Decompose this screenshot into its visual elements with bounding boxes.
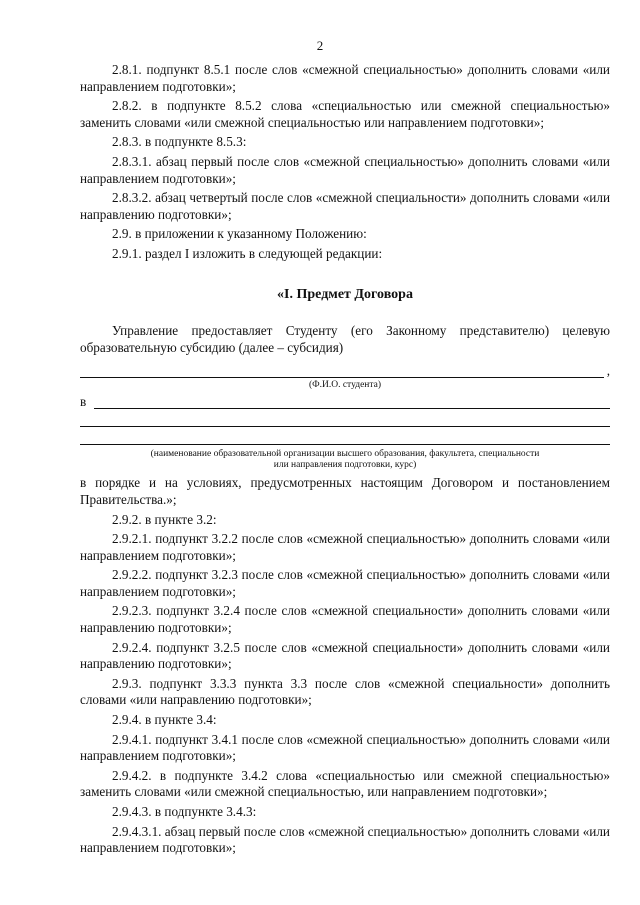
paragraph-2-9-2-1: 2.9.2.1. подпункт 3.2.2 после слов «смежной специальностью» дополнить словами «или направлением подготовки»; — [80, 531, 610, 563]
paragraph-2-9-2-4: 2.9.2.4. подпункт 3.2.5 после слов «смежной специальности» дополнить словами «или направлению подготовки»; — [80, 639, 610, 672]
paragraph-2-8-3: 2.8.3. в подпункте 8.5.3: — [112, 134, 247, 150]
paragraph-2-9-3: 2.9.3. подпункт 3.3.3 пункта 3.3 после слов «смежной специальности» дополнить словами «или направлению подготовки»; — [80, 675, 610, 708]
in-prefix: в — [80, 393, 87, 409]
fio-caption: (Ф.И.О. студента) — [308, 380, 382, 391]
page-number: 2 — [316, 38, 324, 53]
document-body — [80, 62, 610, 860]
student-name-line — [80, 362, 610, 380]
contract-tail: в порядке и на условиях, предусмотренных настоящим Договором и постановлением Правительства.»; — [80, 475, 610, 507]
contract-intro: Управление предоставляет Студенту (его Законному представителю) целевую образовательную субсидию (далее – субсидия) — [80, 323, 610, 355]
paragraph-2-9-2-2: 2.9.2.2. подпункт 3.2.3 после слов «смежной специальностью» дополнить словами «или направлением подготовки»; — [80, 567, 610, 599]
org-caption-2: или направления подготовки, курс) — [273, 460, 417, 471]
paragraph-2-8-1: 2.8.1. подпункт 8.5.1 после слов «смежной специальностью» дополнить словами «или направлением подготовки»; — [80, 62, 610, 94]
line-comma: , — [606, 362, 610, 378]
paragraph-2-9-4-1: 2.9.4.1. подпункт 3.4.1 после слов «смежной специальностью» дополнить словами «или направлением подготовки»; — [80, 731, 610, 764]
fill-in-rule — [94, 408, 610, 409]
paragraph-2-8-2: 2.8.2. в подпункте 8.5.2 слова «специальностью или смежной специальностью» заменить словами «или смежной специальностью или направлением подготовки»; — [80, 98, 610, 130]
fill-in-rule — [80, 377, 604, 378]
paragraph-2-9-2: 2.9.2. в пункте 3.2: — [112, 511, 217, 527]
paragraph-2-9: 2.9. в приложении к указанному Положению: — [112, 226, 367, 242]
paragraph-2-9-1: 2.9.1. раздел I изложить в следующей редакции: — [112, 245, 383, 261]
paragraph-2-9-4: 2.9.4. в пункте 3.4: — [112, 712, 217, 728]
fill-in-rule — [80, 426, 610, 427]
paragraph-2-8-3-2: 2.8.3.2. абзац четвертый после слов «смежной специальности» дополнить словами «или направлению подготовки»; — [80, 190, 610, 222]
paragraph-2-9-4-2: 2.9.4.2. в подпункте 3.4.2 слова «специальностью или смежной специальностью» заменить словами «или смежной специальностью, или направлением подготовки»; — [80, 767, 610, 800]
paragraph-2-9-2-3: 2.9.2.3. подпункт 3.2.4 после слов «смежной специальности» дополнить словами «или направлению подготовки»; — [80, 603, 610, 636]
org-caption-1: (наименование образовательной организации высшего образования, факультета, специальности — [150, 449, 540, 460]
organization-line-3 — [80, 429, 610, 447]
section-heading: «I. Предмет Договора — [277, 286, 413, 302]
paragraph-2-9-4-3: 2.9.4.3. в подпункте 3.4.3: — [112, 804, 257, 819]
paragraph-2-8-3-1: 2.8.3.1. абзац первый после слов «смежной специальностью» дополнить словами «или направлением подготовки»; — [80, 153, 610, 186]
organization-line-2 — [80, 411, 610, 429]
paragraph-2-9-4-3-1: 2.9.4.3.1. абзац первый после слов «смежной специальностью» дополнить словами «или направлением подготовки»; — [80, 823, 610, 856]
organization-line-1 — [80, 393, 610, 411]
fill-in-rule — [80, 444, 610, 445]
